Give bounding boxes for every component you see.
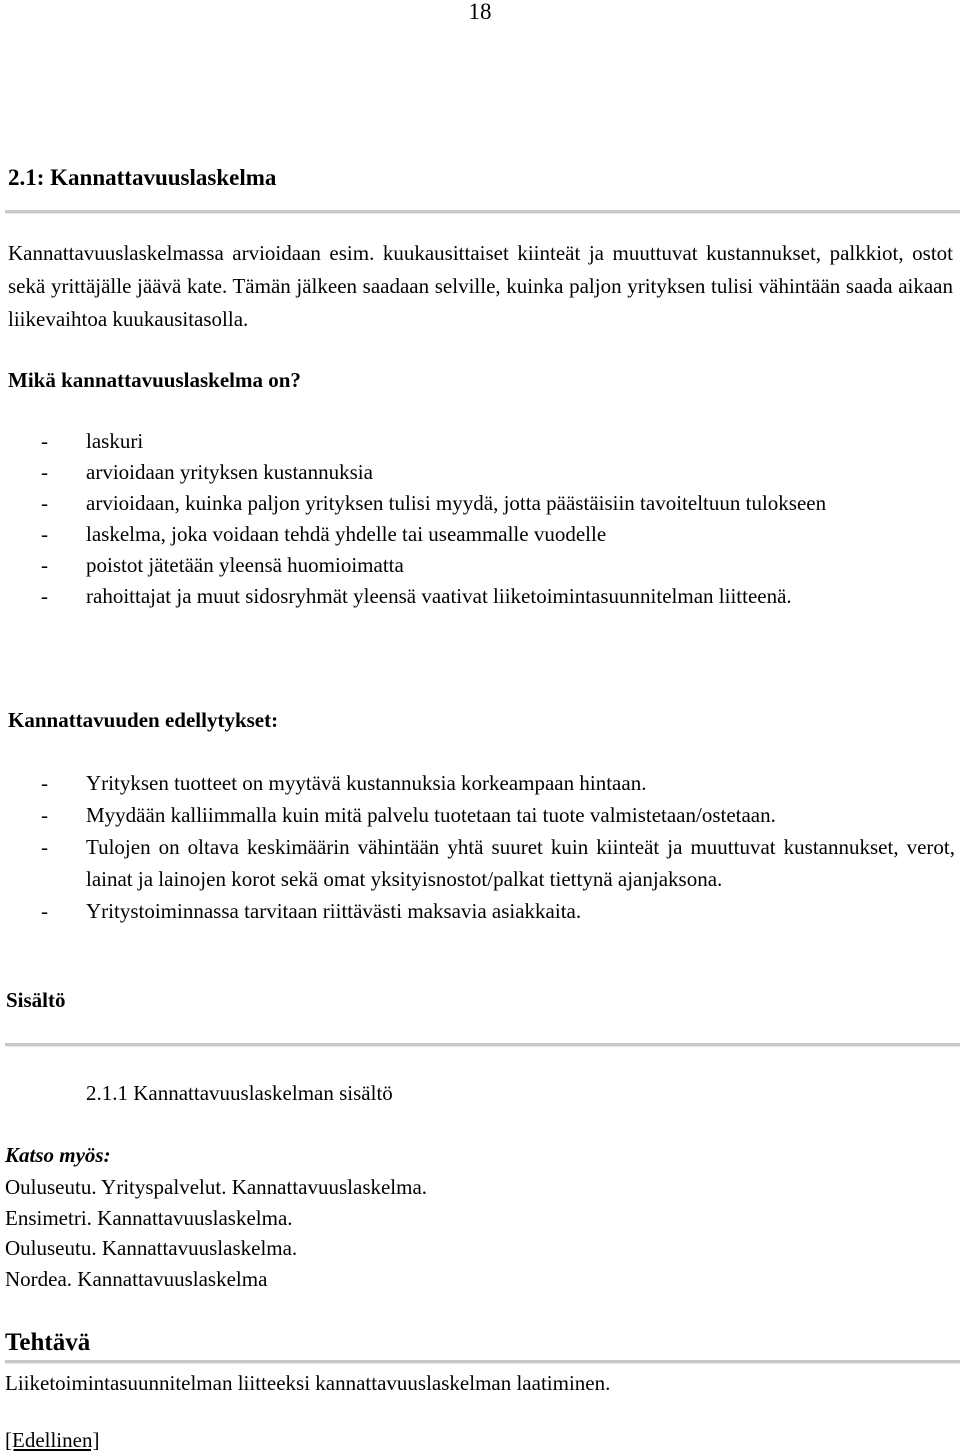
contents-heading: Sisältö (6, 988, 66, 1012)
page-number: 18 (468, 0, 492, 24)
list-item: - rahoittajat ja muut sidosryhmät yleensä vaativat liiketoimintasuunnitelman liitteenä. (0, 581, 955, 612)
see-also-link[interactable]: Ensimetri. Kannattavuuslaskelma. (5, 1205, 293, 1230)
contents-link-2-1-1[interactable]: 2.1.1 Kannattavuuslaskelman sisältö (86, 1081, 393, 1105)
see-also-link[interactable]: Ouluseutu. Kannattavuuslaskelma. (5, 1236, 298, 1261)
list-item: - Yritystoiminnassa tarvitaan riittävästi maksavia asiakkaita. (0, 895, 955, 927)
intro-paragraph: Kannattavuuslaskelmassa arvioidaan esim. kuukausittaiset kiinteät ja muuttuvat kustannukset, palkkiot, ostot sekä yrittäjälle jäävä kate. Tämän jälkeen saadaan selville, kuinka paljon yrityksen tulisi vähintään saada aikaan liikevaihtoa kuukausitasolla. (8, 241, 953, 331)
what-is-list (0, 426, 955, 612)
section-title: 2.1: Kannattavuuslaskelma (8, 165, 277, 190)
divider-task (5, 1360, 960, 1364)
see-also-heading: Katso myös: (5, 1143, 111, 1167)
list-item: - laskuri (0, 426, 955, 457)
see-also-link[interactable]: Ouluseutu. Yrityspalvelut. Kannattavuuslaskelma. (5, 1175, 428, 1199)
list-item: - arvioidaan, kuinka paljon yrityksen tulisi myydä, jotta päästäisiin tavoiteltuun tulokseen (0, 488, 955, 519)
task-text: Liiketoimintasuunnitelman liitteeksi kannattavuuslaskelman laatiminen. (5, 1371, 611, 1395)
list-item: - Tulojen on oltava keskimäärin vähintään yhtä suuret kuin kiinteät ja muuttuvat kustannukset, verot, lainat ja lainojen korot sekä omat yksityisnostot/palkat tiettynä ajanjaksona. (0, 831, 955, 895)
task-heading: Tehtävä (5, 1329, 91, 1356)
what-is-heading: Mikä kannattavuuslaskelma on? (8, 368, 301, 392)
list-item: - arvioidaan yrityksen kustannuksia (0, 457, 955, 488)
list-item: - Yrityksen tuotteet on myytävä kustannuksia korkeampaan hintaan. (0, 767, 955, 799)
prerequisites-heading: Kannattavuuden edellytykset: (8, 708, 279, 732)
divider-contents (5, 1043, 960, 1047)
see-also-link[interactable]: Nordea. Kannattavuuslaskelma (5, 1266, 268, 1291)
prerequisites-list (0, 767, 955, 927)
divider-top (5, 210, 960, 214)
list-item: - laskelma, joka voidaan tehdä yhdelle tai useammalle vuodelle (0, 519, 955, 550)
list-item: - Myydään kalliimmalla kuin mitä palvelu tuotetaan tai tuote valmistetaan/ostetaan. (0, 799, 955, 831)
previous-link[interactable]: [Edellinen] (5, 1428, 100, 1452)
see-also-links (5, 1172, 427, 1294)
list-item: - poistot jätetään yleensä huomioimatta (0, 550, 955, 581)
